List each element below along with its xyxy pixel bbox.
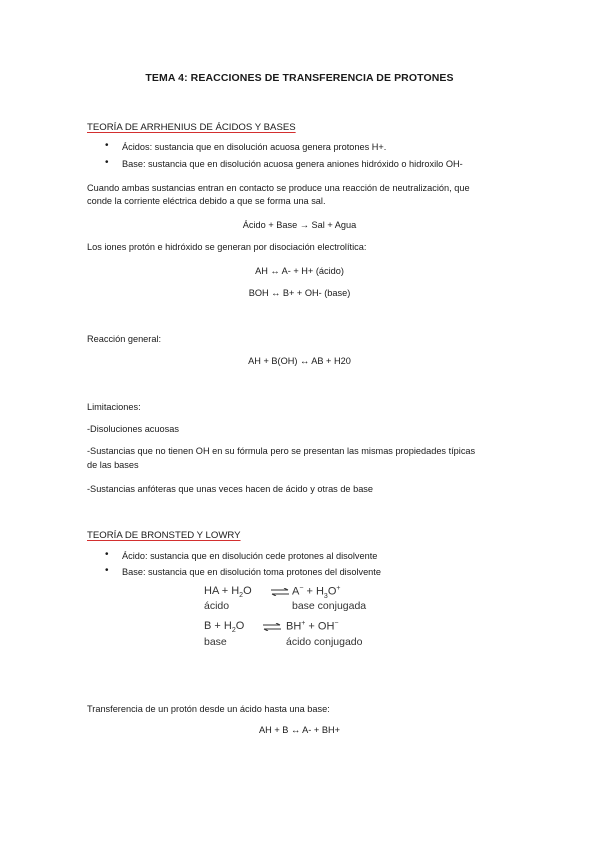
figure-row2-reactants: $B + H_2O$	[204, 620, 245, 635]
figure-label-conjugate-base: base conjugada	[292, 600, 367, 612]
section-heading-arrhenius: TEORÍA DE ARRHENIUS DE ÁCIDOS Y BASES	[87, 122, 296, 133]
equation-neutralization: Ácido + Base → Sal + Agua	[242, 220, 357, 230]
figure-label-acid: ácido	[204, 600, 230, 612]
general-reaction-label: Reacción general:	[87, 334, 162, 344]
bronsted-equations-figure	[204, 585, 374, 655]
paragraph-neutralization-line1: Cuando ambas sustancias entran en contacto se produce una reacción de neutralización, que	[87, 183, 470, 193]
equilibrium-arrows-icon	[270, 588, 290, 596]
equation-general-reaction: AH + B(OH) ↔ AB + H20	[248, 356, 351, 366]
limitations-label: Limitaciones:	[87, 402, 141, 412]
bullet-icon: •	[105, 157, 109, 168]
bullet-icon: •	[105, 140, 109, 151]
equation-acid-dissociation: AH ↔ A- + H+ (ácido)	[255, 266, 344, 276]
equation-proton-transfer: AH + B ↔ A- + BH+	[259, 725, 340, 735]
paragraph-dissociation: Los iones protón e hidróxido se generan por disociación electrolítica:	[87, 242, 367, 252]
document-title: TEMA 4: REACCIONES DE TRANSFERENCIA DE PROTONES	[145, 72, 454, 84]
bullet-acids: Ácidos: sustancia que en disolución acuosa genera protones H+.	[122, 142, 387, 152]
limitation-item-3: -Sustancias anfóteras que unas veces hacen de ácido y otras de base	[87, 484, 374, 494]
limitation-item-2-line1: -Sustancias que no tienen OH en su fórmula pero se presentan las mismas propiedades típicas	[87, 446, 476, 456]
paragraph-neutralization-line2: conde la corriente eléctrica debido a que se forma una sal.	[87, 196, 326, 206]
bullet-base: Base: sustancia que en disolución acuosa genera aniones hidróxido o hidroxilo OH-	[122, 159, 463, 169]
bullet-bronsted-base: Base: sustancia que en disolución toma protones del disolvente	[122, 567, 381, 577]
bullet-icon: •	[105, 565, 109, 576]
figure-row2-products: BH+ + OH−	[286, 620, 339, 633]
section-heading-bronsted-lowry: TEORÍA DE BRONSTED Y LOWRY	[87, 530, 241, 541]
limitation-item-2-line2: de las bases	[87, 460, 139, 470]
equilibrium-arrows-icon	[262, 623, 282, 631]
bullet-bronsted-acid: Ácido: sustancia que en disolución cede protones al disolvente	[122, 551, 378, 561]
figure-label-base: base	[204, 636, 227, 648]
figure-row1-products: $A^- + H_3O^+$	[292, 585, 341, 600]
figure-label-conjugate-acid: ácido conjugado	[286, 636, 363, 648]
paragraph-proton-transfer: Transferencia de un protón desde un ácido hasta una base:	[87, 704, 330, 714]
bullet-icon: •	[105, 549, 109, 560]
figure-row1-reactants: HA + $H_2O$	[204, 585, 252, 600]
limitation-item-1: -Disoluciones acuosas	[87, 424, 179, 434]
equation-base-dissociation: BOH ↔ B+ + OH- (base)	[248, 288, 351, 298]
